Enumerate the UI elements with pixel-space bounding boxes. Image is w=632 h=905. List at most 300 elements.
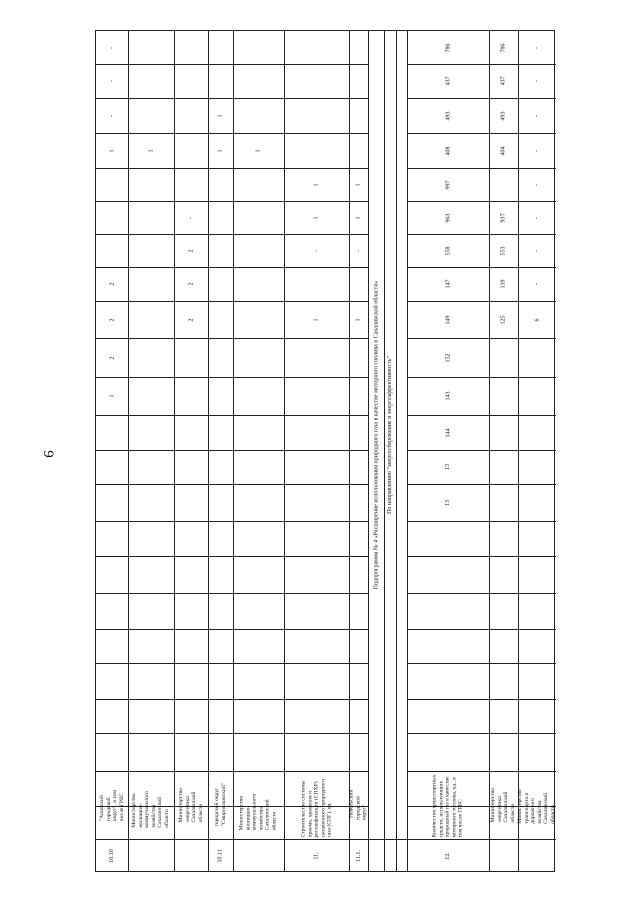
value: 1 bbox=[313, 216, 320, 219]
value-cell bbox=[349, 338, 368, 377]
page-number: 9 bbox=[40, 450, 57, 458]
indicator-name: Количество транспортных средств, использующих природный газ в качестве моторного топлива, ед., в том числе ГРБС bbox=[431, 774, 464, 837]
value-cell bbox=[518, 377, 556, 415]
value-cell bbox=[489, 168, 518, 201]
value: - bbox=[534, 80, 540, 82]
value-cell bbox=[349, 201, 368, 234]
value-cell bbox=[174, 593, 208, 629]
value-cell bbox=[518, 415, 556, 450]
value-cell bbox=[208, 201, 233, 234]
value: 2 bbox=[109, 356, 115, 359]
value-cell bbox=[489, 521, 518, 556]
value-cell bbox=[349, 301, 368, 338]
value: 139 bbox=[500, 279, 507, 289]
value-cell bbox=[208, 98, 233, 133]
value: 1 bbox=[355, 183, 362, 186]
value-cell bbox=[518, 98, 556, 133]
value-cell bbox=[208, 31, 233, 64]
value-cell bbox=[128, 733, 174, 771]
value-cell bbox=[208, 556, 233, 593]
value-cell bbox=[284, 415, 349, 450]
value-cell bbox=[233, 521, 284, 556]
value-cell bbox=[518, 168, 556, 201]
value-cell bbox=[233, 556, 284, 593]
value-cell bbox=[96, 377, 128, 415]
value-cell bbox=[128, 593, 174, 629]
value-cell bbox=[349, 168, 368, 201]
value: 125 bbox=[500, 315, 507, 324]
value-cell bbox=[284, 267, 349, 301]
value-cell bbox=[174, 267, 208, 301]
value-cell bbox=[174, 733, 208, 771]
indicator-name: Министерство энергетики Сахалинской области bbox=[177, 787, 204, 823]
value: 437 bbox=[500, 76, 507, 86]
value: 1 bbox=[217, 114, 224, 117]
value-cell bbox=[208, 415, 233, 450]
value-cell bbox=[489, 234, 518, 267]
value-cell bbox=[407, 301, 489, 338]
value-cell bbox=[208, 593, 233, 629]
value: 404 bbox=[500, 146, 507, 155]
value-cell bbox=[128, 484, 174, 521]
value: 963 bbox=[445, 213, 451, 222]
value-cell bbox=[518, 663, 556, 699]
value-cell bbox=[174, 450, 208, 484]
indicator-name-cell bbox=[489, 771, 518, 839]
value-cell bbox=[96, 234, 128, 267]
indicator-table bbox=[95, 30, 555, 872]
value-cell bbox=[349, 699, 368, 733]
indicator-name-cell bbox=[174, 771, 208, 839]
value: 6 bbox=[534, 318, 540, 321]
value: 149 bbox=[445, 315, 451, 324]
value-cell bbox=[128, 133, 174, 168]
value-cell bbox=[96, 338, 128, 377]
value-cell bbox=[128, 663, 174, 699]
value-cell bbox=[233, 699, 284, 733]
value-cell bbox=[208, 267, 233, 301]
value-cell bbox=[407, 201, 489, 234]
value-cell bbox=[128, 415, 174, 450]
value-cell bbox=[96, 415, 128, 450]
value-cell bbox=[208, 450, 233, 484]
value-cell bbox=[518, 484, 556, 521]
value-cell bbox=[96, 267, 128, 301]
row-number-cell bbox=[407, 839, 489, 873]
value-cell bbox=[349, 267, 368, 301]
value-cell bbox=[518, 201, 556, 234]
value-cell bbox=[128, 521, 174, 556]
value-cell bbox=[349, 98, 368, 133]
value: 13 bbox=[445, 464, 451, 470]
value-cell bbox=[96, 593, 128, 629]
indicator-name: Министерство энергетики Сахалинской области bbox=[490, 787, 517, 823]
value-cell bbox=[233, 663, 284, 699]
value-cell bbox=[407, 98, 489, 133]
value-cell bbox=[489, 98, 518, 133]
value-cell bbox=[349, 415, 368, 450]
value-cell bbox=[489, 450, 518, 484]
direction-banner bbox=[384, 31, 396, 839]
value-cell bbox=[174, 31, 208, 64]
value-cell bbox=[96, 98, 128, 133]
value: - bbox=[534, 46, 540, 49]
value-cell bbox=[407, 484, 489, 521]
value-cell bbox=[518, 31, 556, 64]
value: 2 bbox=[188, 282, 194, 286]
row-number-cell bbox=[128, 839, 174, 873]
column-border bbox=[368, 839, 407, 840]
value: 997 bbox=[445, 180, 451, 189]
value-cell bbox=[208, 64, 233, 98]
value-cell bbox=[284, 201, 349, 234]
value-cell bbox=[128, 556, 174, 593]
value-cell bbox=[284, 64, 349, 98]
row-number: 12. bbox=[445, 852, 451, 860]
value: 2 bbox=[188, 318, 194, 321]
value-cell bbox=[208, 133, 233, 168]
value-cell bbox=[518, 133, 556, 168]
value-cell bbox=[349, 593, 368, 629]
value-cell bbox=[233, 301, 284, 338]
value: 1 bbox=[109, 149, 115, 152]
subprogram-banner bbox=[368, 31, 384, 839]
indicator-name-cell bbox=[284, 771, 349, 839]
value-cell bbox=[407, 629, 489, 663]
value: 553 bbox=[500, 246, 507, 255]
value-cell bbox=[407, 234, 489, 267]
value-cell bbox=[407, 267, 489, 301]
row-number-cell bbox=[96, 839, 128, 873]
value-cell bbox=[489, 133, 518, 168]
value-cell bbox=[489, 301, 518, 338]
value-cell bbox=[284, 338, 349, 377]
value: 147 bbox=[445, 279, 451, 289]
value-cell bbox=[284, 699, 349, 733]
value-cell bbox=[518, 556, 556, 593]
value: 1 bbox=[148, 149, 154, 152]
value-cell bbox=[208, 338, 233, 377]
value-cell bbox=[233, 168, 284, 201]
value: 1 bbox=[255, 149, 262, 152]
value-cell bbox=[349, 521, 368, 556]
value-cell bbox=[518, 521, 556, 556]
value-cell bbox=[233, 201, 284, 234]
value-cell bbox=[96, 663, 128, 699]
value-cell bbox=[128, 98, 174, 133]
value: 493 bbox=[445, 111, 451, 120]
value: 143 bbox=[445, 391, 451, 401]
row-number: 11. bbox=[313, 852, 320, 860]
value-cell bbox=[174, 338, 208, 377]
value: 13 bbox=[445, 499, 451, 506]
indicator-name: Строительство системы приема, хранения и регазификации (СПХР) сжиженного природного газа (СПГ), ед. bbox=[300, 778, 333, 837]
value-cell bbox=[284, 521, 349, 556]
value-cell bbox=[174, 201, 208, 234]
indicator-name-cell bbox=[233, 771, 284, 839]
value-cell bbox=[407, 338, 489, 377]
value-cell bbox=[518, 301, 556, 338]
value: - bbox=[534, 114, 540, 117]
value-cell bbox=[128, 267, 174, 301]
value-cell bbox=[96, 699, 128, 733]
indicator-name-cell bbox=[518, 771, 556, 839]
value: 144 bbox=[445, 428, 451, 437]
indicator-name: Министерство жилищно-коммунального хозяйства Сахалинской области bbox=[238, 793, 278, 831]
value-cell bbox=[407, 415, 489, 450]
indicator-name-cell bbox=[128, 771, 174, 839]
value-cell bbox=[208, 301, 233, 338]
row-number-cell bbox=[233, 839, 284, 873]
value-cell bbox=[284, 133, 349, 168]
value-cell bbox=[208, 484, 233, 521]
value: 152 bbox=[445, 353, 451, 362]
value-cell bbox=[208, 663, 233, 699]
value: 2 bbox=[109, 282, 115, 286]
value-cell bbox=[96, 301, 128, 338]
value-cell bbox=[128, 338, 174, 377]
row-number-cell bbox=[349, 839, 368, 873]
value-cell bbox=[407, 64, 489, 98]
value-cell bbox=[208, 699, 233, 733]
value-cell bbox=[233, 31, 284, 64]
value-cell bbox=[128, 31, 174, 64]
value: 2 bbox=[109, 318, 115, 321]
value-cell bbox=[349, 31, 368, 64]
value: 1 bbox=[313, 318, 320, 321]
value-cell bbox=[233, 415, 284, 450]
value-cell bbox=[208, 234, 233, 267]
value-cell bbox=[407, 521, 489, 556]
row-number-cell bbox=[174, 839, 208, 873]
value-cell bbox=[518, 64, 556, 98]
value-cell bbox=[489, 31, 518, 64]
value-cell bbox=[208, 377, 233, 415]
value-cell bbox=[349, 484, 368, 521]
value-cell bbox=[407, 31, 489, 64]
value-cell bbox=[174, 415, 208, 450]
value-cell bbox=[96, 556, 128, 593]
value-cell bbox=[174, 556, 208, 593]
value: 937 bbox=[500, 213, 507, 222]
value-cell bbox=[349, 450, 368, 484]
banner-text: По направлению "энергосбережение и энергоэффективность" bbox=[387, 356, 394, 514]
value-cell bbox=[128, 301, 174, 338]
row-number: 10.11 bbox=[217, 849, 224, 863]
value-cell bbox=[174, 133, 208, 168]
value-cell bbox=[518, 733, 556, 771]
value-cell bbox=[284, 556, 349, 593]
row-number-cell bbox=[284, 839, 349, 873]
value-cell bbox=[407, 450, 489, 484]
value-cell bbox=[489, 267, 518, 301]
value: - bbox=[313, 249, 320, 252]
value: - bbox=[534, 283, 540, 285]
value-cell bbox=[407, 133, 489, 168]
value: 1 bbox=[355, 216, 362, 219]
value: - bbox=[534, 183, 540, 186]
value-cell bbox=[128, 168, 174, 201]
row-number-cell bbox=[208, 839, 233, 873]
value-cell bbox=[284, 663, 349, 699]
value-cell bbox=[208, 521, 233, 556]
value-cell bbox=[174, 521, 208, 556]
value-cell bbox=[349, 663, 368, 699]
value-cell bbox=[407, 593, 489, 629]
value: 786 bbox=[445, 43, 451, 52]
value-cell bbox=[128, 234, 174, 267]
indicator-name: Министерство транспорта и дорожного хозяйства Сахалинской области bbox=[517, 789, 557, 824]
value-cell bbox=[349, 377, 368, 415]
value-cell bbox=[518, 450, 556, 484]
value-cell bbox=[96, 168, 128, 201]
value-cell bbox=[208, 168, 233, 201]
value-cell bbox=[128, 201, 174, 234]
row-border bbox=[396, 31, 397, 871]
value: 786 bbox=[500, 43, 507, 52]
indicator-name: городской округ "Смирныховский" bbox=[213, 783, 227, 827]
value-cell bbox=[349, 64, 368, 98]
value-cell bbox=[284, 377, 349, 415]
value: - bbox=[355, 249, 362, 252]
value-cell bbox=[284, 234, 349, 267]
value: - bbox=[109, 80, 115, 82]
value-cell bbox=[284, 98, 349, 133]
value: 2 bbox=[188, 249, 194, 252]
value: 408 bbox=[445, 146, 451, 155]
value-cell bbox=[284, 593, 349, 629]
value-cell bbox=[518, 338, 556, 377]
value-cell bbox=[349, 234, 368, 267]
value-cell bbox=[233, 64, 284, 98]
value-cell bbox=[128, 64, 174, 98]
value-cell bbox=[407, 699, 489, 733]
value-cell bbox=[174, 301, 208, 338]
value-cell bbox=[233, 133, 284, 168]
value-cell bbox=[174, 629, 208, 663]
indicator-name-cell bbox=[96, 771, 128, 839]
value: 558 bbox=[445, 246, 451, 255]
value: - bbox=[534, 216, 540, 219]
indicator-name-cell bbox=[349, 771, 368, 839]
value-cell bbox=[489, 699, 518, 733]
value-cell bbox=[174, 699, 208, 733]
value-cell bbox=[284, 450, 349, 484]
value-cell bbox=[489, 629, 518, 663]
indicator-name-cell bbox=[208, 771, 233, 839]
value-cell bbox=[96, 450, 128, 484]
value-cell bbox=[489, 201, 518, 234]
value-cell bbox=[233, 338, 284, 377]
value-cell bbox=[284, 629, 349, 663]
value-cell bbox=[128, 450, 174, 484]
value-cell bbox=[96, 733, 128, 771]
row-number: 11.1. bbox=[355, 850, 362, 862]
value-cell bbox=[233, 234, 284, 267]
value-cell bbox=[489, 556, 518, 593]
banner-text: Подпрограмма № 4 «Расширение использования природного газа в качестве моторного топлива в Сахалинской области» bbox=[373, 280, 380, 590]
value-cell bbox=[174, 377, 208, 415]
value-cell bbox=[284, 484, 349, 521]
value-cell bbox=[518, 267, 556, 301]
value: 1 bbox=[217, 149, 224, 152]
value-cell bbox=[128, 699, 174, 733]
value-cell bbox=[518, 629, 556, 663]
value-cell bbox=[349, 556, 368, 593]
value-cell bbox=[233, 267, 284, 301]
value-cell bbox=[174, 484, 208, 521]
value: 1 bbox=[109, 394, 115, 398]
value-cell bbox=[174, 234, 208, 267]
value-cell bbox=[407, 168, 489, 201]
value-cell bbox=[489, 377, 518, 415]
value-cell bbox=[233, 450, 284, 484]
value: 1 bbox=[313, 183, 320, 186]
value-cell bbox=[174, 98, 208, 133]
value-cell bbox=[284, 168, 349, 201]
value-cell bbox=[174, 64, 208, 98]
value: 493 bbox=[500, 111, 507, 120]
value-cell bbox=[518, 234, 556, 267]
value-cell bbox=[174, 168, 208, 201]
value-cell bbox=[489, 593, 518, 629]
value-cell bbox=[96, 201, 128, 234]
value: 1 bbox=[355, 318, 362, 321]
value-cell bbox=[96, 64, 128, 98]
value-cell bbox=[349, 733, 368, 771]
value-cell bbox=[233, 98, 284, 133]
value-cell bbox=[208, 733, 233, 771]
value-cell bbox=[233, 629, 284, 663]
value-cell bbox=[284, 31, 349, 64]
value-cell bbox=[518, 593, 556, 629]
value-cell bbox=[233, 484, 284, 521]
value-cell bbox=[407, 663, 489, 699]
value-cell bbox=[518, 699, 556, 733]
value-cell bbox=[233, 733, 284, 771]
value-cell bbox=[349, 629, 368, 663]
value: - bbox=[109, 114, 115, 117]
row-number: 10.10 bbox=[109, 849, 115, 863]
value-cell bbox=[489, 415, 518, 450]
value-cell bbox=[233, 593, 284, 629]
value: - bbox=[534, 249, 540, 252]
value-cell bbox=[489, 733, 518, 771]
value: - bbox=[534, 149, 540, 152]
value: - bbox=[109, 46, 115, 49]
value-cell bbox=[174, 663, 208, 699]
value-cell bbox=[407, 556, 489, 593]
value-cell bbox=[208, 629, 233, 663]
value-cell bbox=[128, 629, 174, 663]
value: 437 bbox=[445, 76, 451, 86]
value-cell bbox=[96, 31, 128, 64]
row-number-cell bbox=[518, 839, 556, 873]
value-cell bbox=[349, 133, 368, 168]
value-cell bbox=[96, 484, 128, 521]
value-cell bbox=[284, 301, 349, 338]
value-cell bbox=[489, 64, 518, 98]
value-cell bbox=[96, 133, 128, 168]
value-cell bbox=[128, 377, 174, 415]
value-cell bbox=[233, 377, 284, 415]
value-cell bbox=[407, 733, 489, 771]
indicator-name-cell bbox=[407, 771, 489, 839]
indicator-name: Министерство жилищно-коммунального хозяйства Сахалинской области bbox=[131, 791, 171, 828]
value-cell bbox=[489, 663, 518, 699]
value-cell bbox=[96, 629, 128, 663]
value-cell bbox=[96, 521, 128, 556]
